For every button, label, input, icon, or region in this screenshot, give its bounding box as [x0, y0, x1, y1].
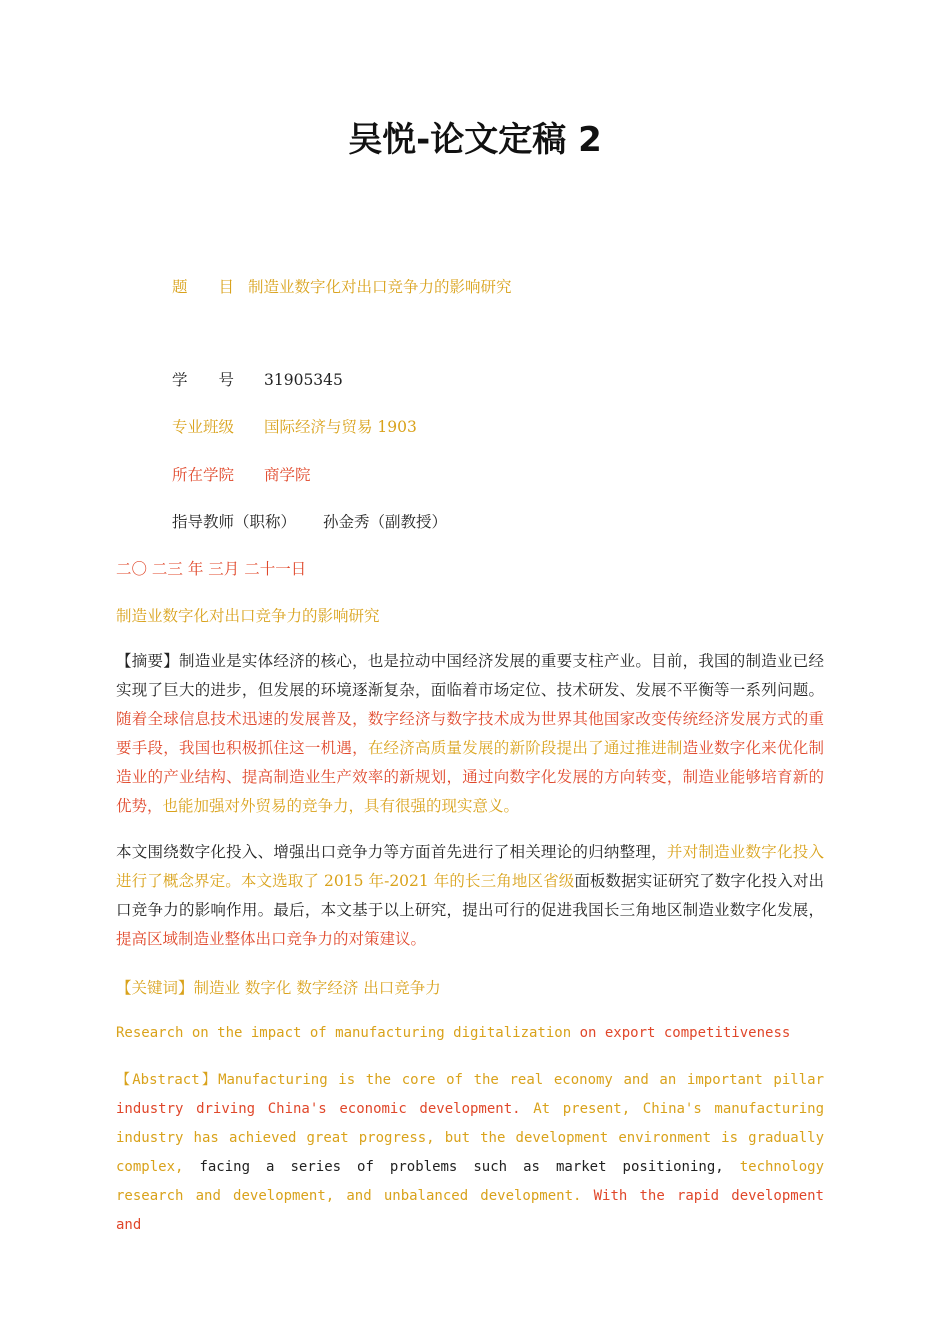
english-title-part-a: Research on the impact of manufacturing digitalization: [116, 1025, 572, 1041]
topic-label: 题 目: [172, 278, 235, 296]
keywords-line: 【关键词】制造业 数字化 数字经济 出口竞争力: [116, 979, 441, 997]
abstract-1-part-b: 随着全球信息技术迅速的发展普及，数字经济与数字技术成为世界其他国家改变传统经济发展方式的重要手段，我国也积极抓住这一机遇，: [116, 710, 824, 757]
student-id-label: 学 号: [172, 371, 235, 389]
advisor-row: [172, 510, 447, 532]
english-abstract-part-d: facing a series of problems such as market positioning,: [183, 1159, 724, 1175]
advisor-label: 指导教师（职称）: [172, 513, 297, 531]
topic-row: [172, 275, 512, 297]
class-row: [172, 415, 417, 437]
english-title: [116, 1019, 824, 1048]
english-abstract-part-b: industry driving China's economic development.: [116, 1101, 521, 1117]
advisor-value: 孙金秀（副教授）: [323, 513, 448, 531]
english-abstract-part-e: technology research and development, and unbalanced development.: [116, 1159, 825, 1204]
abstract-1-part-e: 也能加强对外贸易的竞争力，具有很强的现实意义。: [162, 797, 520, 815]
abstract-paragraph-1: [116, 647, 824, 821]
abstract-1-part-c: 在经济高质量发展的新阶段提出了通过推进制: [367, 739, 683, 757]
abstract-1-part-d: 造业数字化来优化制造业的产业结构、提高制造业生产效率的新规划，通过向数字化发展的方向转变，制造业能够培育新的优势，: [116, 739, 824, 815]
class-value: 国际经济与贸易 1903: [264, 418, 417, 436]
abstract-2-part-c: 面板数据实证研究了数字化投入对出口竞争力的影响作用。最后，本文基于以上研究，提出可行的促进我国长三角地区制造业数字化发展，: [116, 872, 824, 919]
chinese-title: 制造业数字化对出口竞争力的影响研究: [116, 607, 380, 625]
student-id-value: 31905345: [264, 371, 343, 389]
date-line: 二〇 二三 年 三月 二十一日: [116, 560, 307, 578]
abstract-paragraph-2: [116, 838, 824, 954]
english-title-part-b: on export competitiveness: [571, 1025, 791, 1041]
topic-value: 制造业数字化对出口竞争力的影响研究: [248, 278, 512, 296]
document-title: 吴悦-论文定稿 2: [348, 120, 602, 160]
abstract-1-part-a: 【摘要】制造业是实体经济的核心，也是拉动中国经济发展的重要支柱产业。目前，我国的制造业已经实现了巨大的进步，但发展的环境逐渐复杂，面临着市场定位、技术研发、发展不平衡等一系列问题。: [116, 652, 824, 699]
college-value: 商学院: [264, 466, 311, 484]
abstract-2-part-b: 并对制造业数字化投入进行了概念界定。本文选取了 2015 年-2021 年的长三角地区省级: [116, 843, 824, 890]
abstract-2-part-a: 本文围绕数字化投入、增强出口竞争力等方面首先进行了相关理论的归纳整理，: [116, 843, 667, 861]
abstract-2-part-d: 提高区域制造业整体出口竞争力的对策建议。: [116, 930, 427, 948]
class-label: 专业班级: [172, 418, 235, 436]
student-id-row: [172, 368, 343, 390]
english-abstract-part-c: At present, China's manufacturing industry has achieved great progress, but the development environment is gradually complex,: [116, 1101, 824, 1175]
college-row: [172, 463, 311, 485]
college-label: 所在学院: [172, 466, 235, 484]
english-abstract: [116, 1066, 824, 1240]
english-abstract-part-f: With the rapid development and: [116, 1188, 824, 1233]
english-abstract-part-a: 【Abstract】Manufacturing is the core of the real economy and an important pillar: [116, 1072, 824, 1088]
